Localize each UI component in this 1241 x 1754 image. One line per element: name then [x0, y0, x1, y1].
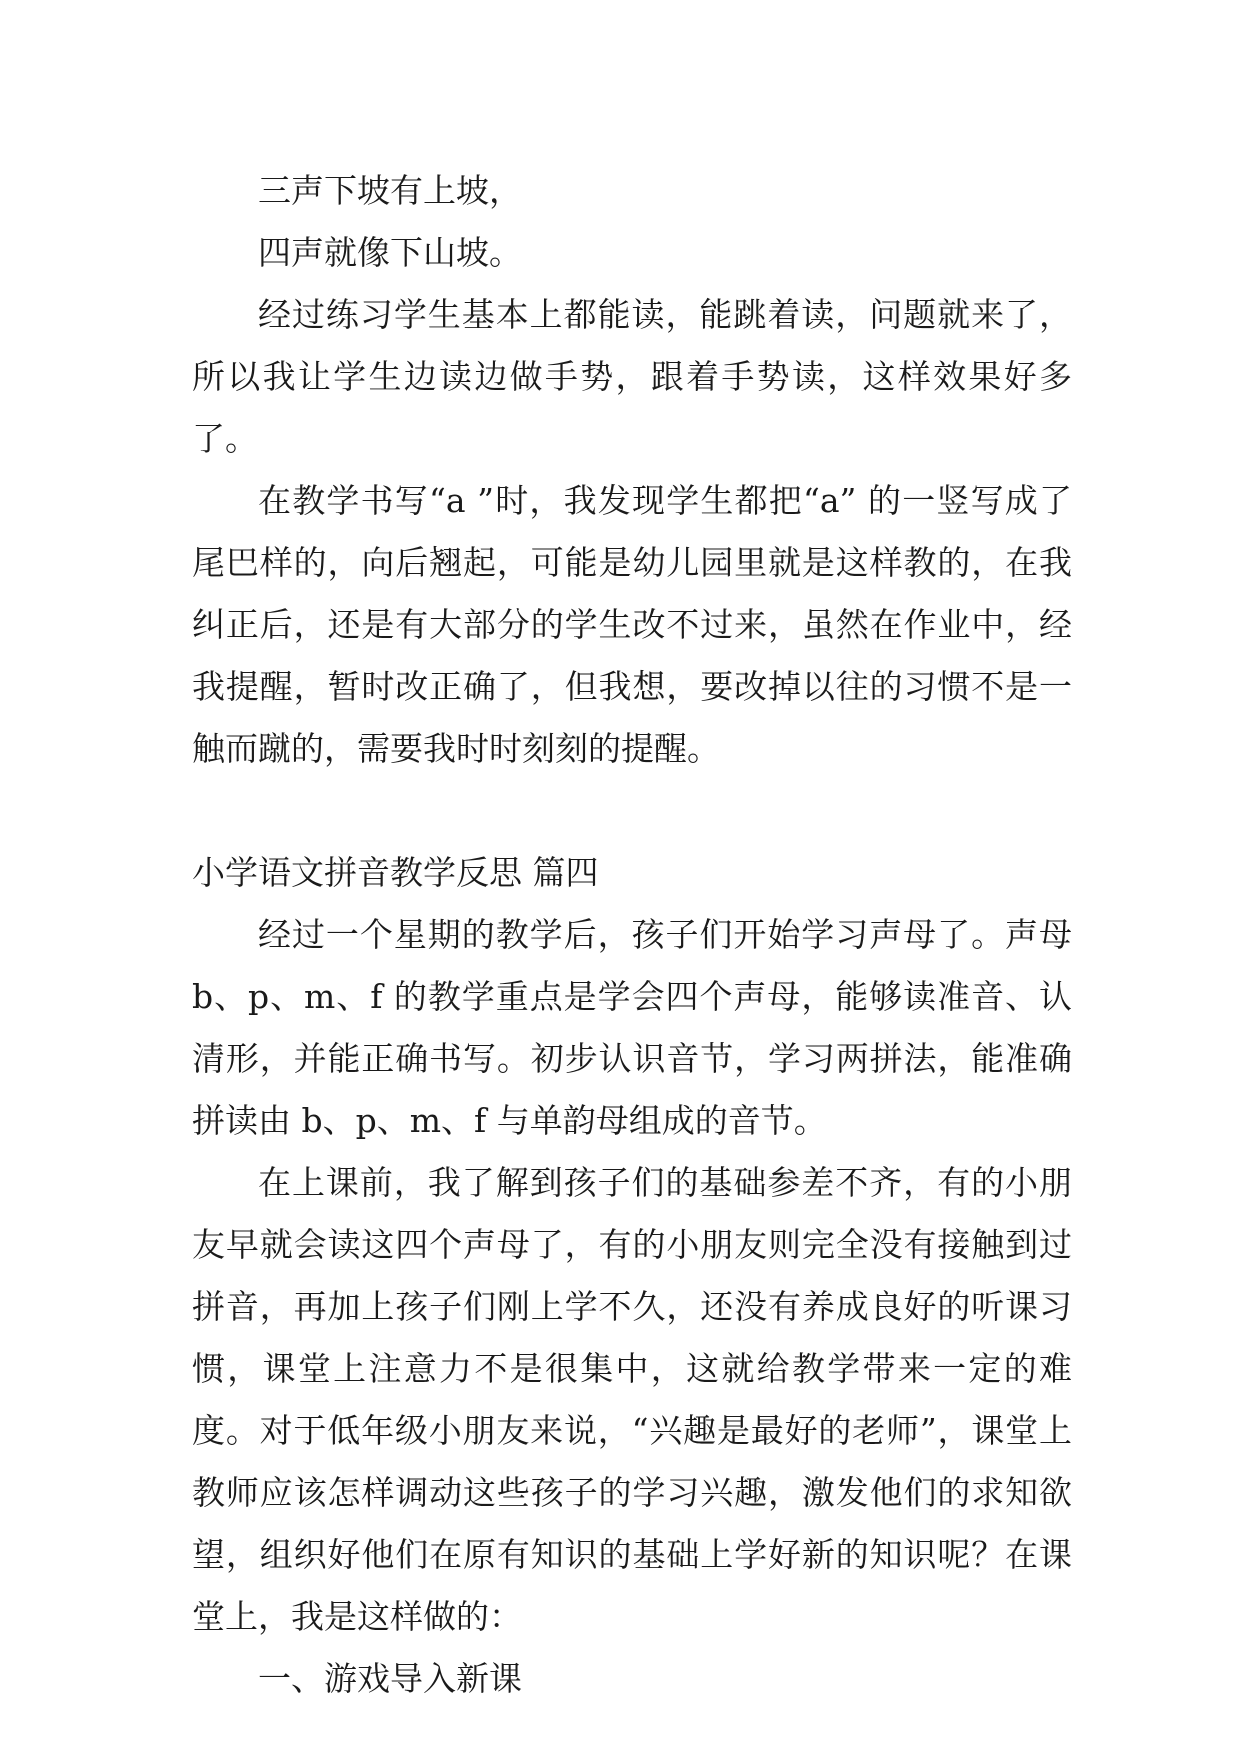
subheading: 一、游戏导入新课	[258, 1659, 522, 1698]
paragraph: 在上课前，我了解到孩子们的基础参差不齐，有的小朋友早就会读这四个声母了，有的小朋友则完全没有接触到过拼音，再加上孩子们刚上学不久，还没有养成良好的听课习惯，课堂上注意力不是很集中，这就给教学带来一定的难度。对于低年级小朋友来说，“兴趣是最好的老师”，课堂上教师应该怎样调动这些孩子的学习兴趣，激发他们的求知欲望，组织好他们在原有知识的基础上学好新的知识呢？在课堂上，我是这样做的：	[192, 1163, 1072, 1636]
section-heading: 小学语文拼音教学反思 篇四	[192, 853, 599, 892]
poem-line: 三声下坡有上坡，	[258, 171, 522, 210]
paragraph: 在教学书写“a ”时，我发现学生都把“a” 的一竖写成了尾巴样的，向后翘起，可能是幼儿园里就是这样教的，在我纠正后，还是有大部分的学生改不过来，虽然在作业中，经我提醒，暂时改正确了，但我想，要改掉以往的习惯不是一触而蹴的，需要我时时刻刻的提醒。	[192, 481, 1072, 768]
document-body	[192, 160, 1072, 1710]
poem-line: 四声就像下山坡。	[258, 233, 522, 272]
paragraph: 经过练习学生基本上都能读，能跳着读，问题就来了，所以我让学生边读边做手势，跟着手势读，这样效果好多了。	[192, 295, 1072, 458]
paragraph: 经过一个星期的教学后，孩子们开始学习声母了。声母 b、p、m、f 的教学重点是学会四个声母，能够读准音、认清形，并能正确书写。初步认识音节，学习两拼法，能准确拼读由 b、p、m、f 与单韵母组成的音节。	[192, 915, 1072, 1140]
